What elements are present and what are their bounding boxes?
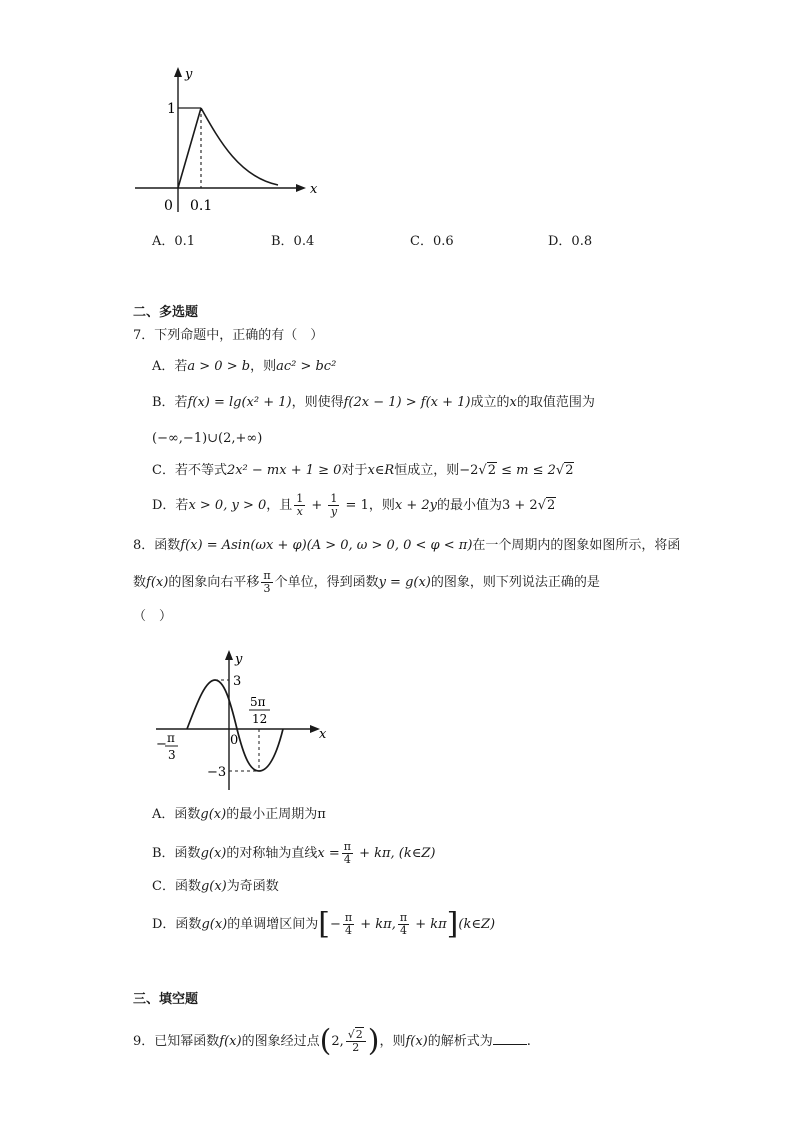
left-zero-sign: − [156,737,167,752]
y-tick-label: 1 [167,101,176,117]
left-zero-numerator: π [167,731,175,745]
q9-stem: 9．已知幂函数f(x)的图象经过点(2, $\frac{√2}{2}$ )，则f(x)的解析式为 . [133,1023,531,1059]
sine-curve [187,680,283,771]
q8-stem-line1: 8．函数f(x) = Asin(ωx + φ)(A > 0, ω > 0, 0 < φ < π)在一个周期内的图象如图所示，将函 [133,538,681,553]
q6-option-d[interactable]: D．0.8 [548,234,593,249]
decay-curve [201,108,278,185]
y-axis-arrow [174,67,182,77]
q8-stem-line2: 数f(x)的图象向右平移 $\frac{\pi}{3}$ 个单位，得到函数y = g(x)的图象，则下列说法正确的是 [133,569,600,595]
q7-option-d[interactable]: D．若x > 0, y > 0，且 $\frac{1}{x}$ + $\frac{1}{y}$ = 1，则x + 2y的最小值为3 + 2√2 [152,492,556,518]
q7-option-c[interactable]: C．若不等式2x² − mx + 1 ≥ 0对于x∈R恒成立，则−2√2 ≤ m ≤ 2√2 [152,463,574,478]
right-zero-numerator: 5π [250,695,266,709]
x-tick-label: 0.1 [190,198,213,214]
y-axis-label: y [235,652,243,667]
x-axis-arrow [296,184,306,192]
x-axis-label: x [310,182,318,197]
answer-blank[interactable] [493,1032,527,1045]
section-title-multiple-choice: 二、多选题 [133,305,199,320]
sine-graph [150,645,340,795]
q8-option-b[interactable]: B．函数g(x)的对称轴为直线x = $\frac{\pi}{4}$ + kπ, (k∈Z) [152,840,436,866]
q8-option-a[interactable]: A．函数g(x)的最小正周期为π [152,807,326,822]
q6-option-c[interactable]: C．0.6 [410,234,454,249]
q6-option-b[interactable]: B．0.4 [271,234,315,249]
decay-graph [130,62,330,222]
section-title-fill-in: 三、填空题 [133,992,199,1007]
origin-label: 0 [164,198,173,214]
rise-curve [178,108,201,188]
q7-option-b[interactable]: B．若f(x) = lg(x² + 1)，则使得f(2x − 1) > f(x + 1)成立的x的取值范围为 [152,395,595,410]
q8-option-d[interactable]: D．函数g(x)的单调增区间为[− $\frac{\pi}{4}$ + kπ, $\frac{\pi}{4}$ + kπ](k∈Z) [152,906,496,942]
y-axis-label: y [185,67,193,82]
max-label: 3 [233,674,242,689]
x-axis-label: x [319,727,327,742]
right-zero-denominator: 12 [252,712,268,726]
q8-option-c[interactable]: C．函数g(x)为奇函数 [152,879,279,894]
q7-option-a[interactable]: A．若a > 0 > b，则ac² > bc² [152,359,337,374]
q6-option-a[interactable]: A．0.1 [152,234,196,249]
min-label: −3 [207,765,227,780]
q7-option-b-range: (−∞,−1)∪(2,+∞) [152,431,263,446]
q7-stem: 7．下列命题中，正确的有（ ） [133,328,324,343]
y-axis-arrow [225,650,233,660]
q8-stem-line3: （ ） [133,609,173,624]
origin-label: 0 [230,733,239,748]
left-zero-denominator: 3 [168,748,176,762]
